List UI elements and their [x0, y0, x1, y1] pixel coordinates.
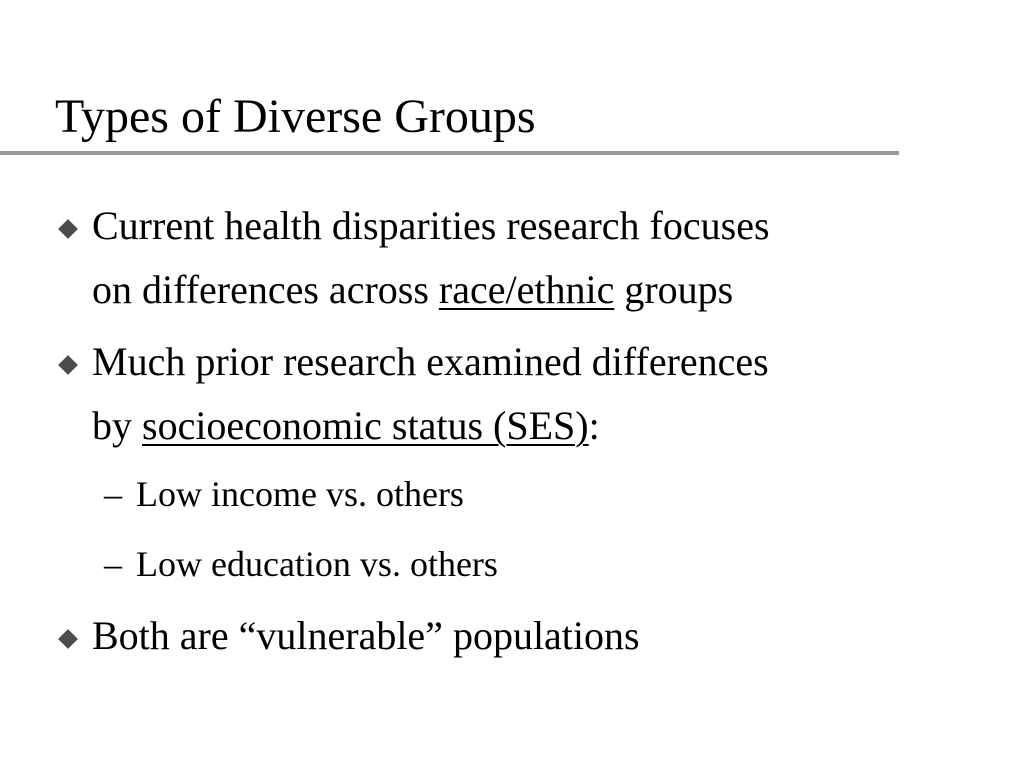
bullet-3-line-1: Both are “vulnerable” populations: [92, 613, 640, 658]
ses-underlined-term: socioeconomic status (SES): [142, 403, 589, 448]
bullet-2-line-1: Much prior research examined differences: [92, 339, 769, 384]
bullet-item-3: [92, 604, 640, 668]
bullet-1-line-2-suffix: groups: [614, 267, 734, 312]
sub-bullet-1-text: Low income vs. others: [136, 474, 464, 514]
sub-bullet-item-1: [104, 470, 464, 518]
diamond-bullet-icon: [58, 219, 78, 239]
bullet-1-line-1: Current health disparities research focuses: [92, 203, 770, 248]
dash-bullet-icon: –: [104, 544, 122, 584]
sub-bullet-item-2: [104, 540, 498, 588]
bullet-item-2-continuation: [92, 394, 600, 458]
diamond-bullet-icon: [58, 355, 78, 375]
sub-bullet-2-text: Low education vs. others: [136, 544, 498, 584]
diamond-bullet-icon: [58, 629, 78, 649]
bullet-item-1: [92, 194, 770, 258]
bullet-item-2: [92, 330, 769, 394]
dash-bullet-icon: –: [104, 474, 122, 514]
bullet-1-line-2-prefix: on differences across: [92, 267, 439, 312]
bullet-2-line-2-suffix: :: [588, 403, 600, 448]
race-ethnic-underlined-term: race/ethnic: [438, 267, 615, 312]
bullet-2-line-2-prefix: by: [92, 403, 142, 448]
slide-title: Types of Diverse Groups: [55, 90, 536, 143]
bullet-item-1-continuation: [92, 258, 733, 322]
